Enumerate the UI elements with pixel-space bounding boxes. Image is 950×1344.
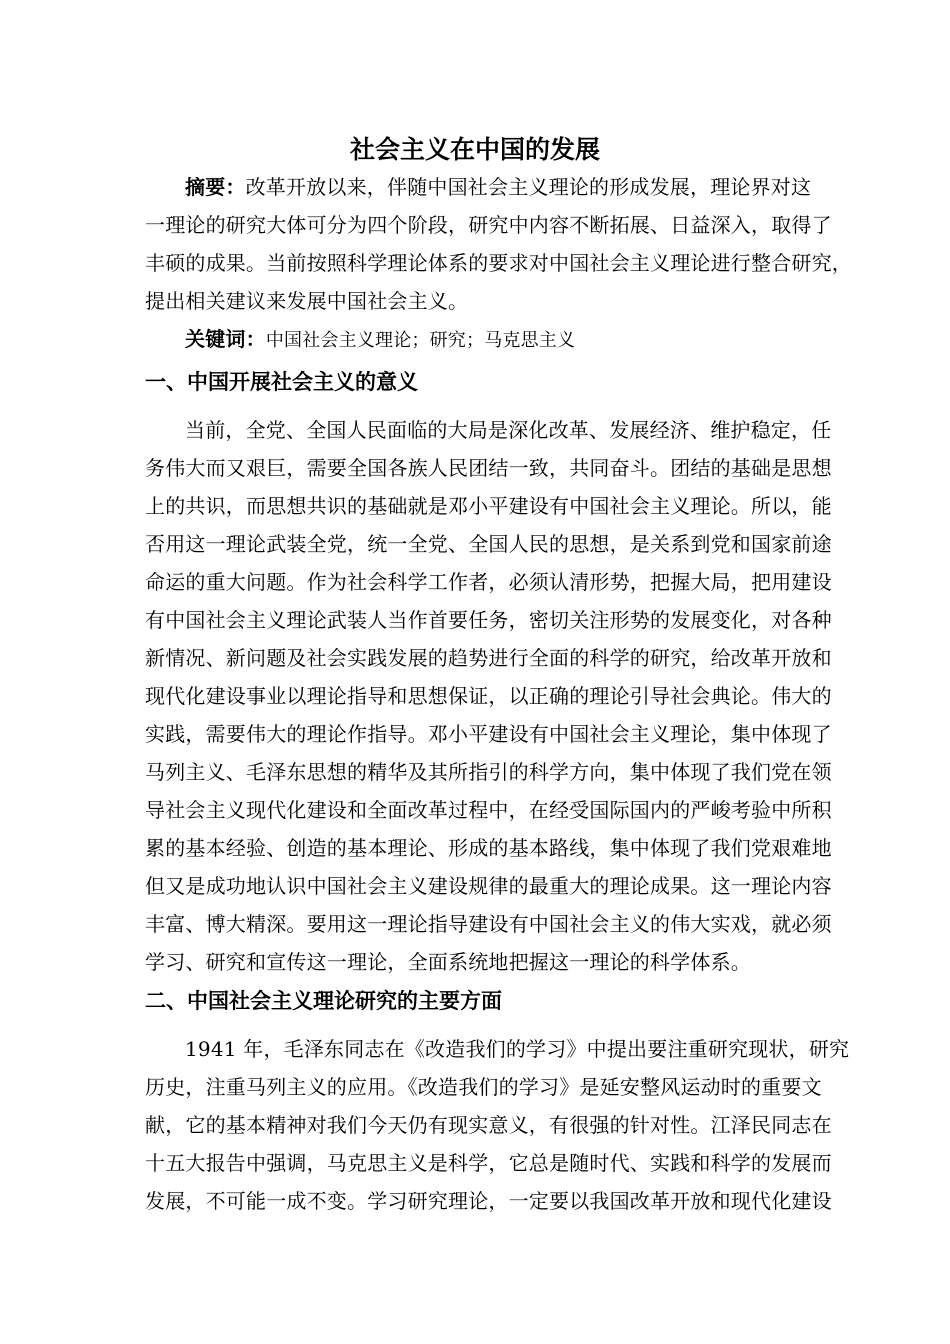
abstract-line: 提出相关建议来发展中国社会主义。 xyxy=(145,289,469,313)
document-title: 社会主义在中国的发展 xyxy=(349,135,600,164)
paragraph-line: 现代化建设事业以理论指导和思想保证，以正确的理论引导社会典论。伟大的 xyxy=(145,684,832,708)
keywords-text: 中国社会主义理论；研究；马克思主义 xyxy=(265,330,576,351)
abstract-line: 改革开放以来，伴随中国社会主义理论的形成发展，理论界对这 xyxy=(245,175,812,199)
paragraph-line: 实践，需要伟大的理论作指导。邓小平建设有中国社会主义理论，集中体现了 xyxy=(145,722,832,746)
paragraph-line: 导社会主义现代化建设和全面改革过程中，在经受国际国内的严峻考验中所积 xyxy=(145,798,832,822)
abstract-block xyxy=(145,168,852,358)
abstract-label: 摘要： xyxy=(185,175,246,199)
paragraph-line: 新情况、新问题及社会实践发展的趋势进行全面的科学的研究，给改革开放和 xyxy=(145,646,832,670)
paragraph-line: 马列主义、毛泽东思想的精华及其所指引的科学方向，集中体现了我们党在领 xyxy=(145,760,832,784)
abstract-line: 丰硕的成果。当前按照科学理论体系的要求对中国社会主义理论进行整合研究， xyxy=(145,251,852,275)
paragraph-line: 发展，不可能一成不变。学习研究理论，一定要以我国改革开放和现代化建设 xyxy=(145,1189,832,1213)
paragraph-line: 但又是成功地认识中国社会主义建设规律的最重大的理论成果。这一理论内容 xyxy=(145,874,832,898)
paragraph-line: 历史，注重马列主义的应用。《改造我们的学习》是延安整风运动时的重要文 xyxy=(145,1075,822,1099)
paragraph-line: 献，它的基本精神对我们今天仍有现实意义，有很强的针对性。江泽民同志在 xyxy=(145,1113,832,1137)
paragraph-line: 命运的重大问题。作为社会科学工作者，必须认清形势，把握大局，把用建设 xyxy=(145,570,832,594)
section-heading: 二、中国社会主义理论研究的主要方面 xyxy=(145,989,502,1013)
keywords-label: 关键词： xyxy=(185,327,266,351)
paragraph-line: 累的基本经验、创造的基本理论、形成的基本路线，集中体现了我们党艰难地 xyxy=(145,836,832,860)
abstract-line: 一理论的研究大体可分为四个阶段，研究中内容不断拓展、日益深入，取得了 xyxy=(145,213,832,237)
section-body xyxy=(145,411,832,981)
abstract-first-line xyxy=(145,168,810,206)
paragraph-line: 当前，全党、全国人民面临的大局是深化改革、发展经济、维护稳定，任 xyxy=(185,418,832,442)
paragraph-line: 上的共识，而思想共识的基础就是邓小平建设有中国社会主义理论。所以，能 xyxy=(145,494,832,518)
section-heading: 一、中国开展社会主义的意义 xyxy=(145,370,418,394)
paragraph-line: 丰富、博大精深。要用这一理论指导建设有中国社会主义的伟大实戏，就必须 xyxy=(145,912,832,936)
paragraph-line: 1941 年，毛泽东同志在《改造我们的学习》中提出要注重研究现状，研究 xyxy=(185,1037,850,1061)
section-body xyxy=(145,1030,850,1220)
paragraph-line: 务伟大而又艰巨，需要全国各族人民团结一致，共同奋斗。团结的基础是思想 xyxy=(145,456,832,480)
keywords-line xyxy=(145,320,810,358)
paragraph-line: 学习、研究和宣传这一理论，全面系统地把握这一理论的科学体系。 xyxy=(145,950,751,974)
paragraph-line: 否用这一理论武装全党，统一全党、全国人民的思想，是关系到党和国家前途 xyxy=(145,532,832,556)
paragraph-line: 有中国社会主义理论武装人当作首要任务，密切关注形势的发展变化，对各种 xyxy=(145,608,832,632)
paragraph-line: 十五大报告中强调，马克思主义是科学，它总是随时代、实践和科学的发展而 xyxy=(145,1151,832,1175)
